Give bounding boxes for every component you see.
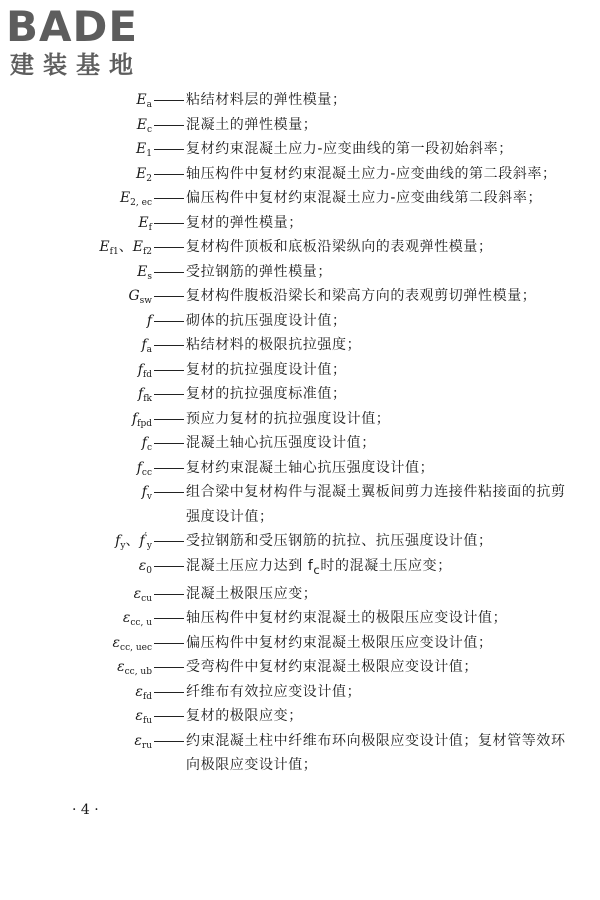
symbol: $\varepsilon_{fu}$ — [135, 708, 152, 727]
symbol-item — [0, 431, 600, 456]
logo — [6, 4, 176, 86]
em-dash — [154, 594, 184, 595]
symbol: $\varepsilon_{cc, uec}$ — [112, 634, 152, 653]
definition: 复材的弹性模量； — [186, 214, 303, 231]
symbol: $E_{f1}$、$E_{f2}$ — [99, 239, 152, 257]
symbol: $\varepsilon_{fd}$ — [135, 683, 152, 702]
symbol-item — [0, 260, 600, 285]
em-dash — [154, 198, 184, 199]
definition: 纤维布有效拉应变设计值； — [186, 683, 362, 700]
symbol: $E_s$ — [137, 263, 152, 282]
symbol: $f_c$ — [141, 435, 152, 453]
em-dash — [154, 716, 184, 717]
symbol: $f_y$、$f'_y$ — [115, 531, 152, 551]
em-dash — [154, 468, 184, 469]
definition: 约束混凝土柱中纤维布环向极限应变设计值；复材管等效环向极限应变设计值； — [186, 732, 566, 774]
symbol-item — [0, 631, 600, 656]
symbol: $f_{fpd}$ — [131, 410, 152, 429]
em-dash — [154, 345, 184, 346]
symbol-item — [0, 162, 600, 187]
definition: 粘结材料层的弹性模量； — [186, 92, 347, 108]
em-dash — [154, 174, 184, 175]
definition: 偏压构件中复材约束混凝土极限压应变设计值； — [186, 634, 493, 651]
symbol-item — [0, 309, 600, 334]
symbol-item — [0, 582, 600, 607]
em-dash — [154, 741, 184, 742]
definition: 砌体的抗压强度设计值； — [186, 312, 347, 329]
em-dash — [154, 492, 184, 493]
symbol-item — [0, 284, 600, 309]
symbol-item — [0, 729, 600, 778]
em-dash — [154, 272, 184, 273]
symbol-item — [0, 554, 600, 582]
em-dash — [154, 321, 184, 322]
em-dash — [154, 419, 184, 420]
em-dash — [154, 247, 184, 248]
symbol-item — [0, 704, 600, 729]
symbol: $E_f$ — [138, 214, 152, 233]
definition: 复材的极限应变； — [186, 708, 303, 725]
symbol: $f_v$ — [141, 484, 152, 502]
definition: 复材构件腹板沿梁长和梁高方向的表观剪切弹性模量； — [186, 288, 537, 304]
definition: 粘结材料的极限抗拉强度； — [186, 337, 362, 353]
em-dash — [154, 692, 184, 693]
em-dash — [154, 443, 184, 444]
em-dash — [154, 643, 184, 644]
em-dash — [154, 149, 184, 150]
symbol: $E_2$ — [136, 165, 152, 184]
symbol-item — [0, 529, 600, 554]
em-dash — [154, 223, 184, 224]
symbol-item — [0, 407, 600, 432]
symbol-item — [0, 480, 600, 529]
symbol: $E_a$ — [136, 92, 152, 110]
em-dash — [154, 370, 184, 371]
definition: 轴压构件中复材约束混凝土应力-应变曲线的第二段斜率； — [186, 165, 557, 182]
symbol-item — [0, 88, 600, 113]
definition: 受拉钢筋的弹性模量； — [186, 263, 332, 280]
definition: 复材的抗拉强度设计值； — [186, 361, 347, 378]
symbol: $\varepsilon_{ru}$ — [134, 732, 152, 751]
definition: 偏压构件中复材约束混凝土应力-应变曲线第二段斜率； — [186, 190, 543, 206]
symbol-item — [0, 680, 600, 705]
definition: 混凝土轴心抗压强度设计值； — [186, 435, 376, 451]
definition: 受拉钢筋和受压钢筋的抗拉、抗压强度设计值； — [186, 533, 493, 549]
definition: 轴压构件中复材约束混凝土的极限压应变设计值； — [186, 610, 508, 627]
symbol-item — [0, 186, 600, 211]
em-dash — [154, 541, 184, 542]
symbol-item — [0, 655, 600, 680]
em-dash — [154, 667, 184, 668]
symbol: $E_1$ — [136, 141, 152, 159]
page-number: · 4 · — [72, 802, 99, 818]
symbol-item — [0, 382, 600, 407]
definition: 复材约束混凝土应力-应变曲线的第一段初始斜率； — [186, 141, 513, 157]
symbol: $f_a$ — [141, 337, 152, 355]
symbol: $E_c$ — [136, 116, 152, 135]
symbol-item — [0, 235, 600, 260]
definition: 混凝土压应力达到 $f_c$时的混凝土压应变； — [186, 557, 452, 577]
definition: 组合梁中复材构件与混凝土翼板间剪力连接件粘接面的抗剪强度设计值； — [186, 484, 566, 525]
symbol: $\varepsilon_0$ — [138, 557, 152, 576]
symbol-item — [0, 606, 600, 631]
em-dash — [154, 566, 184, 567]
definition: 受弯构件中复材约束混凝土极限应变设计值； — [186, 659, 478, 676]
logo-subtitle: 建装基地 — [10, 51, 142, 79]
symbol: $f_{fd}$ — [137, 361, 152, 380]
symbol-item — [0, 137, 600, 162]
symbol: $f_{fk}$ — [138, 386, 152, 404]
em-dash — [154, 100, 184, 101]
definition: 复材约束混凝土轴心抗压强度设计值； — [186, 459, 435, 476]
em-dash — [154, 125, 184, 126]
symbol-item — [0, 358, 600, 383]
definition: 复材的抗拉强度标准值； — [186, 386, 347, 402]
symbol: $E_{2, ec}$ — [119, 190, 152, 208]
definition: 复材构件顶板和底板沿梁纵向的表观弹性模量； — [186, 239, 493, 255]
em-dash — [154, 296, 184, 297]
symbol-item — [0, 211, 600, 236]
definition: 混凝土的弹性模量； — [186, 116, 318, 133]
symbol: $f_{cc}$ — [136, 459, 152, 478]
definition: 混凝土极限压应变； — [186, 585, 318, 602]
symbol: f — [146, 312, 152, 329]
em-dash — [154, 618, 184, 619]
symbol-list — [0, 88, 600, 778]
symbol-item — [0, 456, 600, 481]
logo-brand: BADE — [6, 2, 139, 51]
symbol: $\varepsilon_{cc, ub}$ — [117, 659, 152, 678]
symbol-item — [0, 333, 600, 358]
symbol: $G_{sw}$ — [128, 288, 152, 306]
symbol-item — [0, 113, 600, 138]
definition: 预应力复材的抗拉强度设计值； — [186, 410, 391, 427]
em-dash — [154, 394, 184, 395]
symbol: $\varepsilon_{cu}$ — [133, 585, 152, 604]
symbol: $\varepsilon_{cc, u}$ — [122, 610, 152, 629]
